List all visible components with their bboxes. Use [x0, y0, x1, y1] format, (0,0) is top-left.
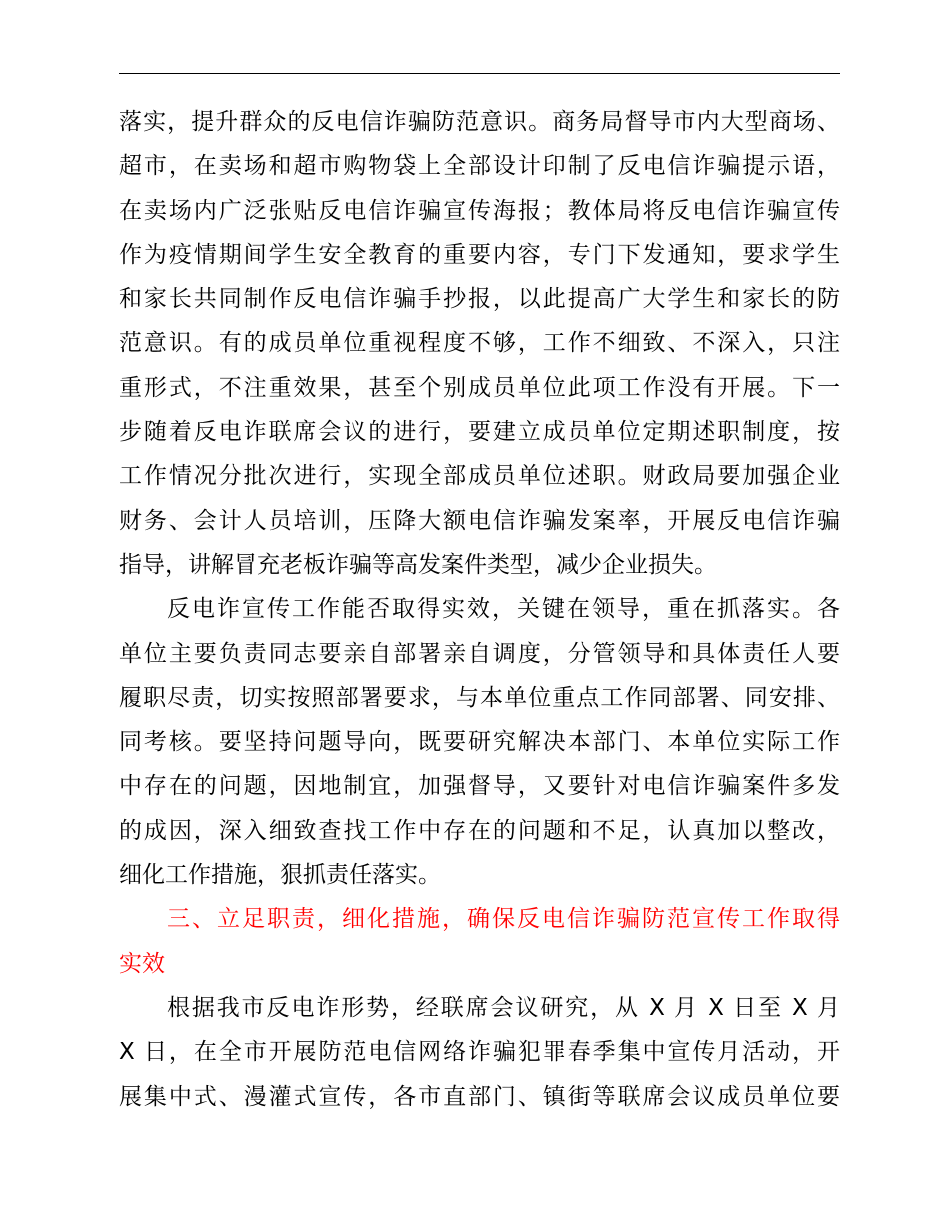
text-line: 工作情况分批次进行，实现全部成员单位述职。财政局要加强企业	[119, 463, 840, 490]
text-line: 作为疫情期间学生安全教育的重要内容，专门下发通知，要求学生	[119, 241, 840, 268]
text-line: 根据我市反电诈形势，经联席会议研究，从 X 月 X 日至 X 月	[167, 994, 840, 1021]
paragraph-campaign	[119, 986, 840, 1119]
header-rule	[119, 73, 840, 74]
text-line: 范意识。有的成员单位重视程度不够，工作不细致、不深入，只注	[119, 330, 840, 357]
heading-line: 三、立足职责，细化措施，确保反电信诈骗防范宣传工作取得	[167, 906, 840, 933]
text-line: 同考核。要坚持问题导向，既要研究解决本部门、本单位实际工作	[119, 729, 840, 756]
document-body	[119, 100, 840, 1119]
text-line: 和家长共同制作反电信诈骗手抄报，以此提高广大学生和家长的防	[119, 286, 840, 313]
text-line: 履职尽责，切实按照部署要求，与本单位重点工作同部署、同安排、	[119, 684, 840, 711]
text-line: 细化工作措施，狠抓责任落实。	[119, 862, 441, 889]
text-line: 单位主要负责同志要亲自部署亲自调度，分管领导和具体责任人要	[119, 640, 840, 667]
text-line: 超市，在卖场和超市购物袋上全部设计印制了反电信诈骗提示语，	[119, 153, 840, 180]
paragraph-continuation	[119, 100, 840, 587]
heading-line: 实效	[119, 950, 165, 977]
text-line: 反电诈宣传工作能否取得实效，关键在领导，重在抓落实。各	[167, 596, 840, 623]
paragraph-leadership	[119, 587, 840, 897]
text-line: 中存在的问题，因地制宜，加强督导，又要针对电信诈骗案件多发	[119, 773, 840, 800]
text-line: 财务、会计人员培训，压降大额电信诈骗发案率，开展反电信诈骗	[119, 507, 840, 534]
text-line: 指导，讲解冒充老板诈骗等高发案件类型，减少企业损失。	[119, 551, 717, 578]
text-line: 的成因，深入细致查找工作中存在的问题和不足，认真加以整改，	[119, 817, 840, 844]
text-line: 展集中式、漫灌式宣传，各市直部门、镇街等联席会议成员单位要	[119, 1083, 840, 1110]
text-line: 重形式，不注重效果，甚至个别成员单位此项工作没有开展。下一	[119, 374, 840, 401]
section-heading	[119, 897, 840, 986]
text-line: X 日，在全市开展防范电信网络诈骗犯罪春季集中宣传月活动，开	[119, 1039, 840, 1066]
text-line: 步随着反电诈联席会议的进行，要建立成员单位定期述职制度，按	[119, 419, 840, 446]
text-line: 落实，提升群众的反电信诈骗防范意识。商务局督导市内大型商场、	[119, 109, 840, 135]
text-line: 在卖场内广泛张贴反电信诈骗宣传海报；教体局将反电信诈骗宣传	[119, 197, 840, 224]
